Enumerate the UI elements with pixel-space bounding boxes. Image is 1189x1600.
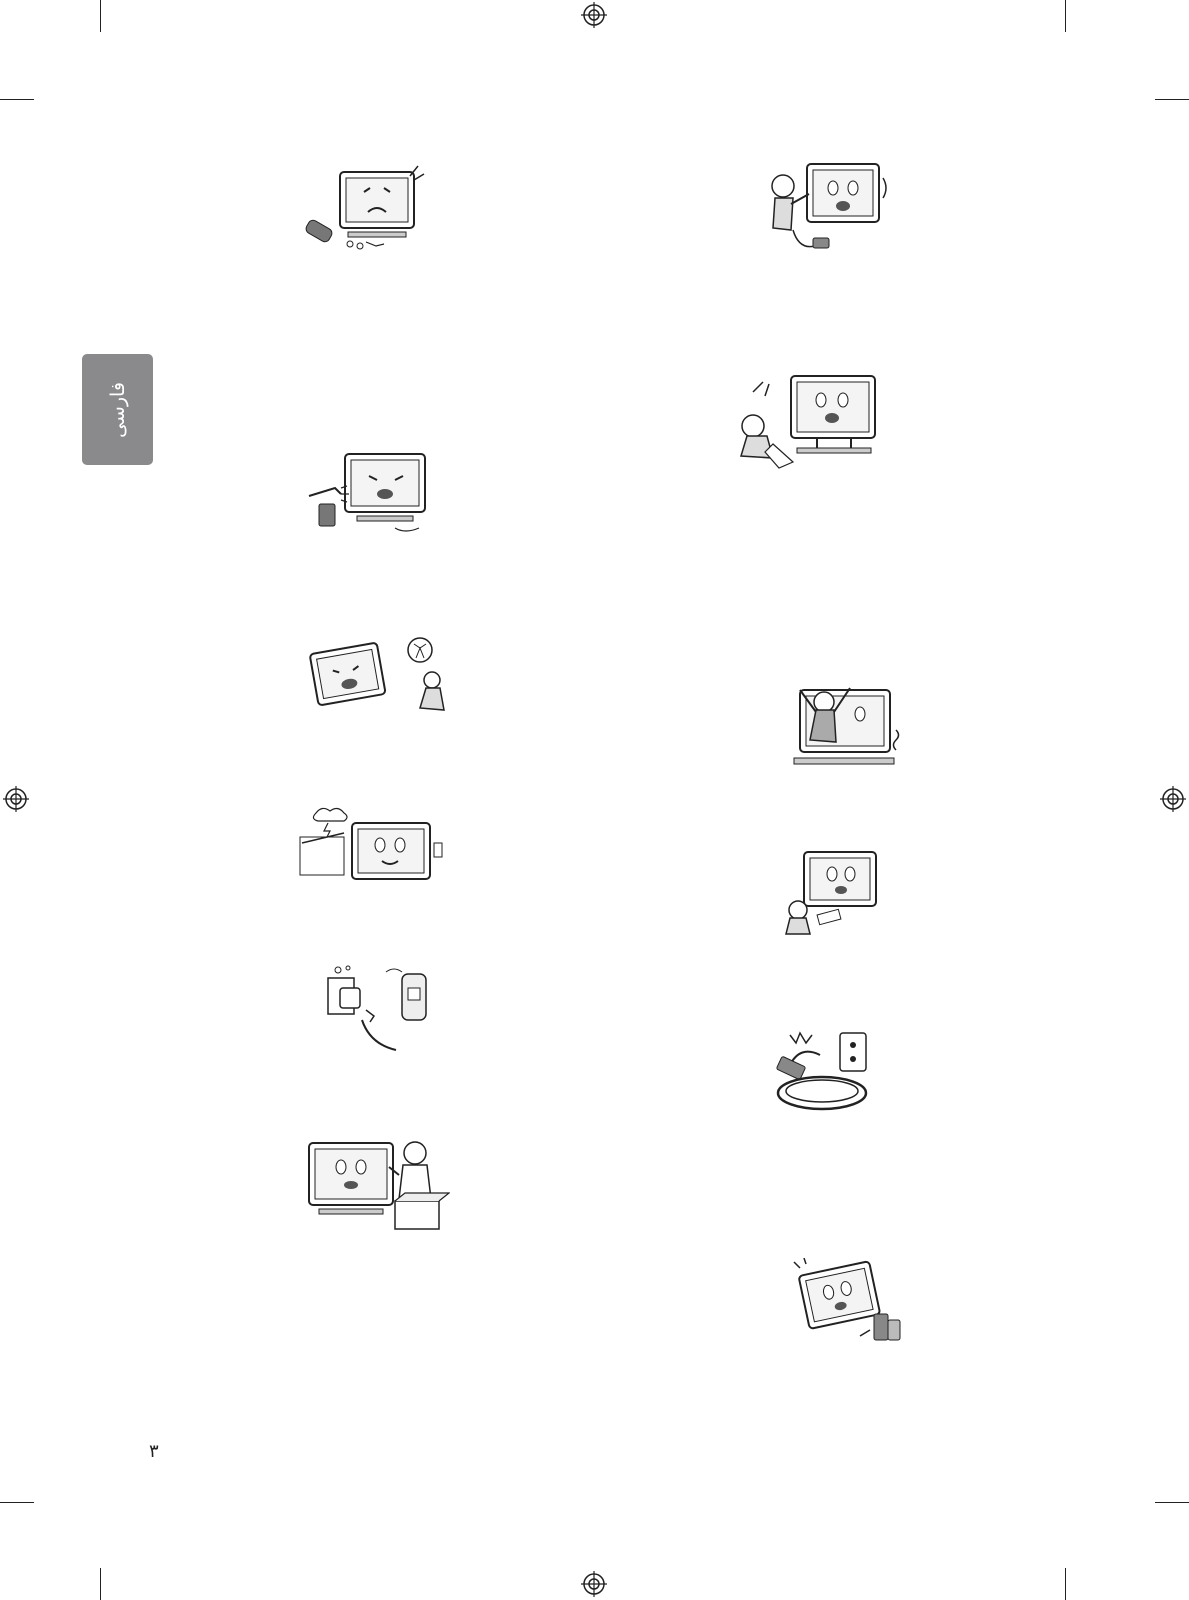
language-side-tab (82, 354, 153, 465)
registration-mark-icon (1160, 786, 1186, 812)
registration-mark-icon (581, 1571, 607, 1597)
damaged-power-cord-icon (760, 1025, 890, 1115)
child-climbing-tv-icon (780, 680, 910, 775)
spraying-liquid-on-tv-icon (305, 448, 435, 538)
crop-mark (0, 99, 34, 100)
gas-leak-outlet-icon (326, 964, 436, 1056)
registration-mark-icon (581, 2, 607, 28)
child-pulling-tv-icon (763, 158, 903, 258)
crop-mark (1065, 1568, 1066, 1600)
flammable-near-tv-icon (790, 1258, 905, 1346)
side-tab-label: فارسی (106, 381, 129, 438)
child-with-plastic-bag-icon (733, 370, 893, 470)
crop-mark (0, 1502, 34, 1503)
self-repair-tv-icon (305, 1135, 450, 1235)
child-swallowing-battery-icon (780, 848, 890, 938)
ball-hitting-tv-icon (308, 636, 458, 716)
page-number: ۳ (149, 1441, 159, 1462)
registration-mark-icon (3, 786, 29, 812)
crop-mark (100, 1568, 101, 1600)
crop-mark (100, 0, 101, 32)
lightning-storm-tv-icon (298, 803, 448, 888)
metal-objects-into-tv-icon (300, 158, 430, 253)
crop-mark (1155, 1502, 1189, 1503)
crop-mark (1065, 0, 1066, 32)
crop-mark (1155, 99, 1189, 100)
